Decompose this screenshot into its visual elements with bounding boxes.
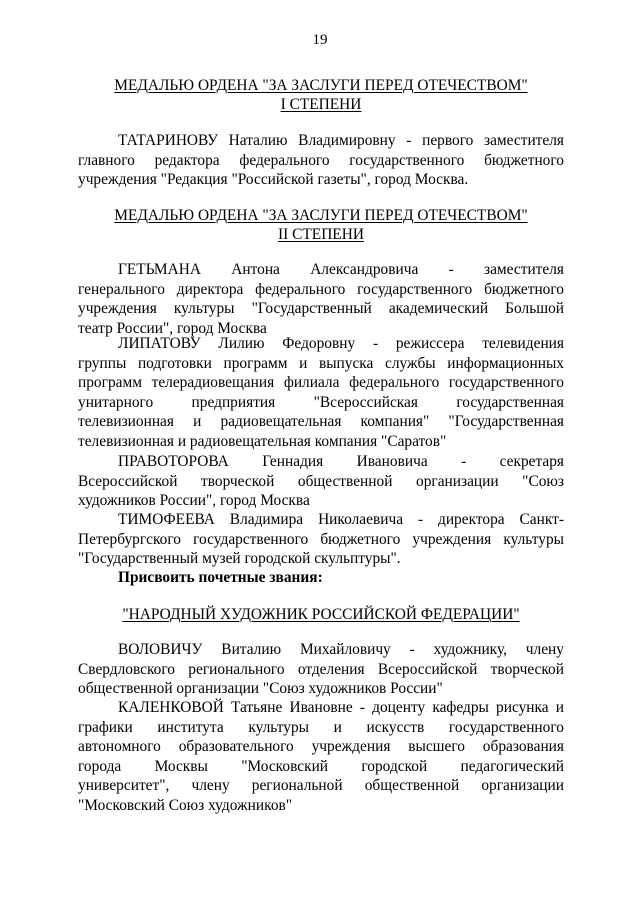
entry-line: программ телерадиовещания филиала федерального государственного (78, 374, 564, 392)
medal-2-title-line1 (78, 206, 564, 225)
entry-line: ГЕТЬМАНА Антона Александровича - заместителя (118, 261, 564, 278)
award-entry-timofeev (78, 510, 564, 569)
medal-1-title-line1-text: МЕДАЛЬЮ ОРДЕНА "ЗА ЗАСЛУГИ ПЕРЕД ОТЕЧЕСТВОМ" (114, 77, 528, 94)
medal-2-title-line1-text: МЕДАЛЬЮ ОРДЕНА "ЗА ЗАСЛУГИ ПЕРЕД ОТЕЧЕСТВОМ" (114, 207, 528, 224)
entry-line: Петербургского государственного бюджетного учреждения культуры (78, 530, 564, 548)
honorary-titles-intro: Присвоить почетные звания: (118, 569, 323, 586)
entry-line: Всероссийской творческой общественной организации "Союз (78, 472, 564, 490)
entry-line: генерального директора федерального государственного бюджетного (78, 280, 564, 298)
entry-line: телевизионная и радиовещательная компания "Саратов" (78, 432, 447, 450)
entry-line: города Москвы "Московский городской педагогический (78, 757, 564, 775)
medal-1-title-line2 (78, 95, 564, 114)
entry-line: Свердловского регионального отделения Всероссийской творческой (78, 660, 564, 678)
entry-line: театр России", город Москва (78, 319, 267, 337)
entry-line: ТИМОФЕЕВА Владимира Николаевича - директора Санкт- (118, 511, 564, 528)
entry-line: КАЛЕНКОВОЙ Татьяне Ивановне - доценту кафедры рисунка и (118, 699, 564, 716)
award-entry-kalenkova (78, 698, 564, 816)
honorary-title-heading-text: "НАРОДНЫЙ ХУДОЖНИК РОССИЙСКОЙ ФЕДЕРАЦИИ" (122, 606, 520, 623)
award-entry-lipatova (78, 334, 564, 452)
award-entry-getman (78, 260, 564, 338)
entry-line: автономного образовательного учреждения высшего образования (78, 738, 564, 756)
entry-line: главного редактора федерального государственного бюджетного (78, 151, 564, 169)
entry-line: ЛИПАТОВУ Лилию Федоровну - режиссера телевидения (118, 335, 564, 352)
entry-line: ПРАВОТОРОВА Геннадия Ивановича - секретаря (118, 453, 564, 470)
entry-line: художников России", город Москва (78, 492, 310, 510)
entry-line: учреждения "Редакция "Российской газеты", город Москва. (78, 171, 469, 189)
medal-1-title-line1 (78, 76, 564, 95)
award-entry-tatarinova (78, 131, 564, 190)
entry-line: университет", члену региональной общественной организации (78, 777, 564, 795)
entry-line: графики института культуры и искусств государственного (78, 718, 564, 736)
medal-2-title-line2-text: II СТЕПЕНИ (278, 226, 364, 243)
page-number: 19 (312, 32, 328, 48)
entry-line: "Московский Союз художников" (78, 796, 293, 814)
award-entry-pravotorov (78, 452, 564, 511)
award-entry-volovich (78, 640, 564, 699)
medal-1-title-line2-text: I СТЕПЕНИ (280, 96, 362, 113)
medal-2-title-line2 (78, 225, 564, 244)
entry-line: унитарного предприятия "Всероссийская государственная (78, 393, 564, 411)
entry-line: учреждения культуры "Государственный академический Большой (78, 300, 564, 318)
entry-line: ТАТАРИНОВУ Наталию Владимировну - первого заместителя (118, 132, 564, 149)
entry-line: телевизионная и радиовещательная компания" "Государственная (78, 413, 564, 431)
honorary-title-heading (78, 605, 564, 624)
entry-line: ВОЛОВИЧУ Виталию Михайловичу - художнику, члену (118, 641, 564, 658)
entry-line: группы подготовки программ и выпуска службы информационных (78, 354, 564, 372)
entry-line: "Государственный музей городской скульптуры". (78, 550, 401, 568)
entry-line: общественной организации "Союз художников России" (78, 680, 443, 698)
